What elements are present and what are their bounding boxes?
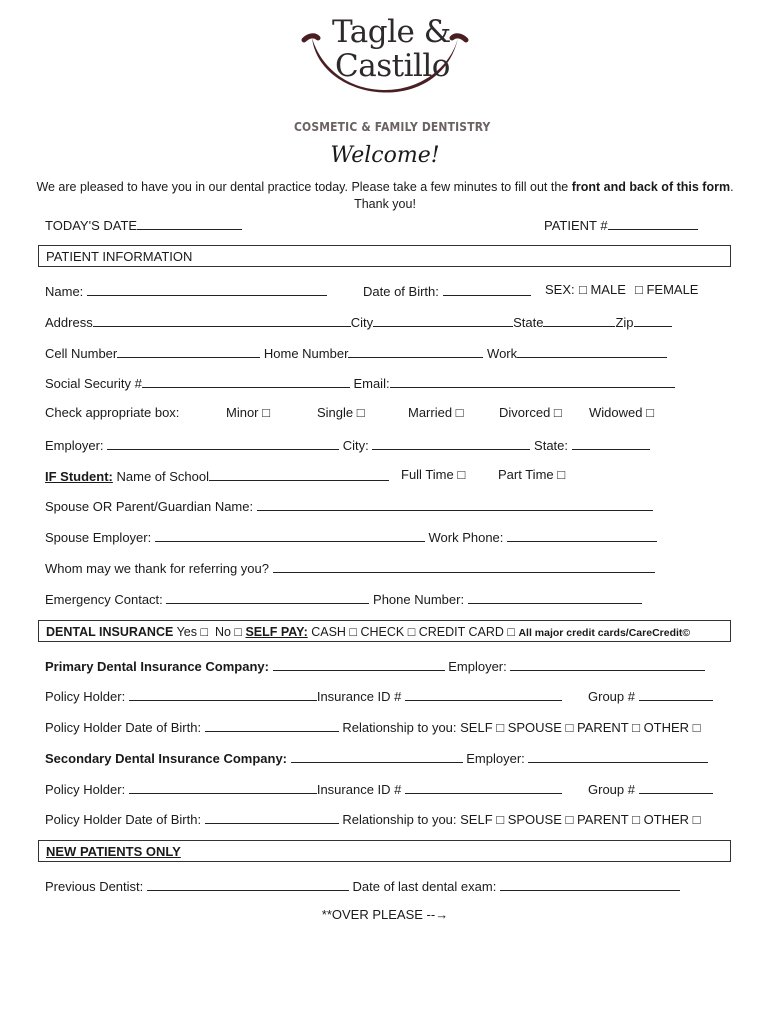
address-label: Address — [45, 315, 93, 330]
address-line[interactable] — [93, 312, 351, 327]
primary-insurance-id-line[interactable] — [405, 686, 562, 701]
primary-employer-label: Employer: — [448, 659, 507, 674]
self-pay-label: SELF PAY: — [245, 625, 308, 639]
check-payment-checkbox[interactable]: CHECK □ — [360, 625, 416, 639]
secondary-insurance-id-label: Insurance ID # — [316, 782, 402, 797]
emergency-label: Emergency Contact: — [45, 592, 163, 607]
primary-holder-dob-line[interactable] — [205, 717, 339, 732]
work-phone-line[interactable] — [507, 527, 657, 542]
secondary-insurance-id-line[interactable] — [405, 779, 562, 794]
primary-policy-holder-line[interactable] — [129, 686, 317, 701]
secondary-insurance-line[interactable] — [291, 748, 463, 763]
over-please-footer: **OVER PLEASE --→ — [321, 907, 449, 922]
practice-subtitle: COSMETIC & FAMILY DENTISTRY — [294, 119, 491, 134]
secondary-policy-holder-label: Policy Holder: — [45, 782, 126, 797]
school-line[interactable] — [209, 466, 389, 481]
school-label: Name of School — [116, 469, 210, 484]
widowed-checkbox[interactable]: Widowed □ — [589, 405, 654, 420]
city-label: City — [350, 315, 374, 330]
home-line[interactable] — [348, 343, 483, 358]
divorced-checkbox[interactable]: Divorced □ — [499, 405, 562, 420]
secondary-group-label: Group # — [588, 782, 635, 797]
sex-label: SEX: — [545, 282, 575, 297]
employer-city-line[interactable] — [372, 435, 530, 450]
spouse-employer-line[interactable] — [155, 527, 425, 542]
todays-date-label: TODAY'S DATE — [45, 218, 138, 233]
spouse-label: Spouse OR Parent/Guardian Name: — [45, 499, 254, 514]
single-checkbox[interactable]: Single □ — [317, 405, 365, 420]
referral-label: Whom may we thank for referring you? — [45, 561, 269, 576]
secondary-insurance-label: Secondary Dental Insurance Company: — [45, 751, 288, 766]
home-label: Home Number — [263, 346, 349, 361]
phone-number-label: Phone Number: — [373, 592, 465, 607]
secondary-employer-label: Employer: — [466, 751, 525, 766]
welcome-heading: Welcome! — [330, 143, 440, 168]
check-box-label: Check appropriate box: — [45, 405, 180, 420]
if-student-label: IF Student: — [45, 469, 113, 484]
patient-number-label: PATIENT # — [544, 218, 608, 233]
cell-line[interactable] — [117, 343, 260, 358]
last-exam-label: Date of last dental exam: — [352, 879, 497, 894]
secondary-holder-dob-label: Policy Holder Date of Birth: — [45, 812, 202, 827]
intro-text — [36, 179, 734, 213]
state-label: State — [513, 315, 544, 330]
employer-state-line[interactable] — [572, 435, 650, 450]
credit-card-checkbox[interactable]: CREDIT CARD □ — [418, 625, 515, 639]
work-line[interactable] — [517, 343, 667, 358]
spouse-line[interactable] — [257, 496, 653, 511]
primary-group-line[interactable] — [639, 686, 713, 701]
logo-text-castillo: Castillo — [335, 48, 450, 84]
todays-date-line[interactable] — [137, 215, 242, 230]
zip-line[interactable] — [634, 312, 672, 327]
logo-text-tagle: Tagle & — [332, 14, 451, 50]
referral-line[interactable] — [273, 558, 655, 573]
zip-label: Zip — [615, 315, 634, 330]
dob-label: Date of Birth: — [363, 284, 439, 299]
primary-policy-holder-label: Policy Holder: — [45, 689, 126, 704]
full-time-checkbox[interactable]: Full Time □ — [401, 467, 466, 482]
new-patients-title: NEW PATIENTS ONLY — [46, 844, 181, 859]
state-line[interactable] — [543, 312, 615, 327]
primary-group-label: Group # — [588, 689, 635, 704]
secondary-relationship-options[interactable]: Relationship to you: SELF □ SPOUSE □ PARENT □ OTHER □ — [342, 812, 701, 827]
employer-label: Employer: — [45, 438, 104, 453]
last-exam-line[interactable] — [500, 876, 680, 891]
credit-card-note: All major credit cards/CareCredit© — [518, 627, 691, 639]
primary-insurance-label: Primary Dental Insurance Company: — [45, 659, 269, 674]
patient-number-field[interactable] — [544, 215, 698, 235]
sex-male-checkbox[interactable]: □ MALE — [579, 282, 626, 297]
intro-text-bold: front and back of this form — [571, 180, 731, 194]
secondary-group-line[interactable] — [639, 779, 713, 794]
primary-insurance-id-label: Insurance ID # — [316, 689, 402, 704]
insurance-no-checkbox[interactable]: No □ — [214, 625, 242, 639]
previous-dentist-label: Previous Dentist: — [45, 879, 144, 894]
intro-text-end: . Thank you! — [354, 180, 734, 211]
dental-insurance-header — [38, 620, 731, 642]
secondary-policy-holder-line[interactable] — [129, 779, 317, 794]
todays-date-field[interactable] — [45, 215, 242, 235]
part-time-checkbox[interactable]: Part Time □ — [498, 467, 566, 482]
secondary-holder-dob-line[interactable] — [205, 809, 339, 824]
city-line[interactable] — [373, 312, 513, 327]
primary-holder-dob-label: Policy Holder Date of Birth: — [45, 720, 202, 735]
phone-number-line[interactable] — [468, 589, 642, 604]
cell-label: Cell Number — [45, 346, 118, 361]
ssn-label: Social Security # — [45, 376, 142, 391]
name-label: Name: — [45, 284, 84, 299]
ssn-line[interactable] — [142, 373, 350, 388]
previous-dentist-line[interactable] — [147, 876, 349, 891]
work-label: Work — [487, 346, 518, 361]
patient-information-header: PATIENT INFORMATION — [38, 245, 731, 267]
email-label: Email: — [353, 376, 390, 391]
employer-state-label: State: — [534, 438, 568, 453]
primary-employer-line[interactable] — [510, 656, 705, 671]
employer-city-label: City: — [342, 438, 369, 453]
minor-checkbox[interactable]: Minor □ — [226, 405, 270, 420]
sex-female-checkbox[interactable]: □ FEMALE — [635, 282, 699, 297]
work-phone-label: Work Phone: — [428, 530, 504, 545]
intro-text-main: We are pleased to have you in our dental practice today. Please take a few minutes to fill out the — [36, 180, 572, 194]
employer-line[interactable] — [107, 435, 339, 450]
secondary-employer-line[interactable] — [528, 748, 708, 763]
new-patients-header — [38, 840, 731, 862]
emergency-line[interactable] — [166, 589, 369, 604]
dental-insurance-label: DENTAL INSURANCE — [46, 625, 174, 639]
cash-checkbox[interactable]: CASH □ — [311, 625, 357, 639]
patient-number-line[interactable] — [608, 215, 698, 230]
dob-line[interactable] — [443, 281, 531, 296]
spouse-employer-label: Spouse Employer: — [45, 530, 152, 545]
married-checkbox[interactable]: Married □ — [408, 405, 464, 420]
primary-relationship-options[interactable]: Relationship to you: SELF □ SPOUSE □ PARENT □ OTHER □ — [342, 720, 701, 735]
name-line[interactable] — [87, 281, 327, 296]
email-line[interactable] — [390, 373, 675, 388]
primary-insurance-line[interactable] — [273, 656, 445, 671]
insurance-yes-checkbox[interactable]: Yes □ — [176, 625, 208, 639]
